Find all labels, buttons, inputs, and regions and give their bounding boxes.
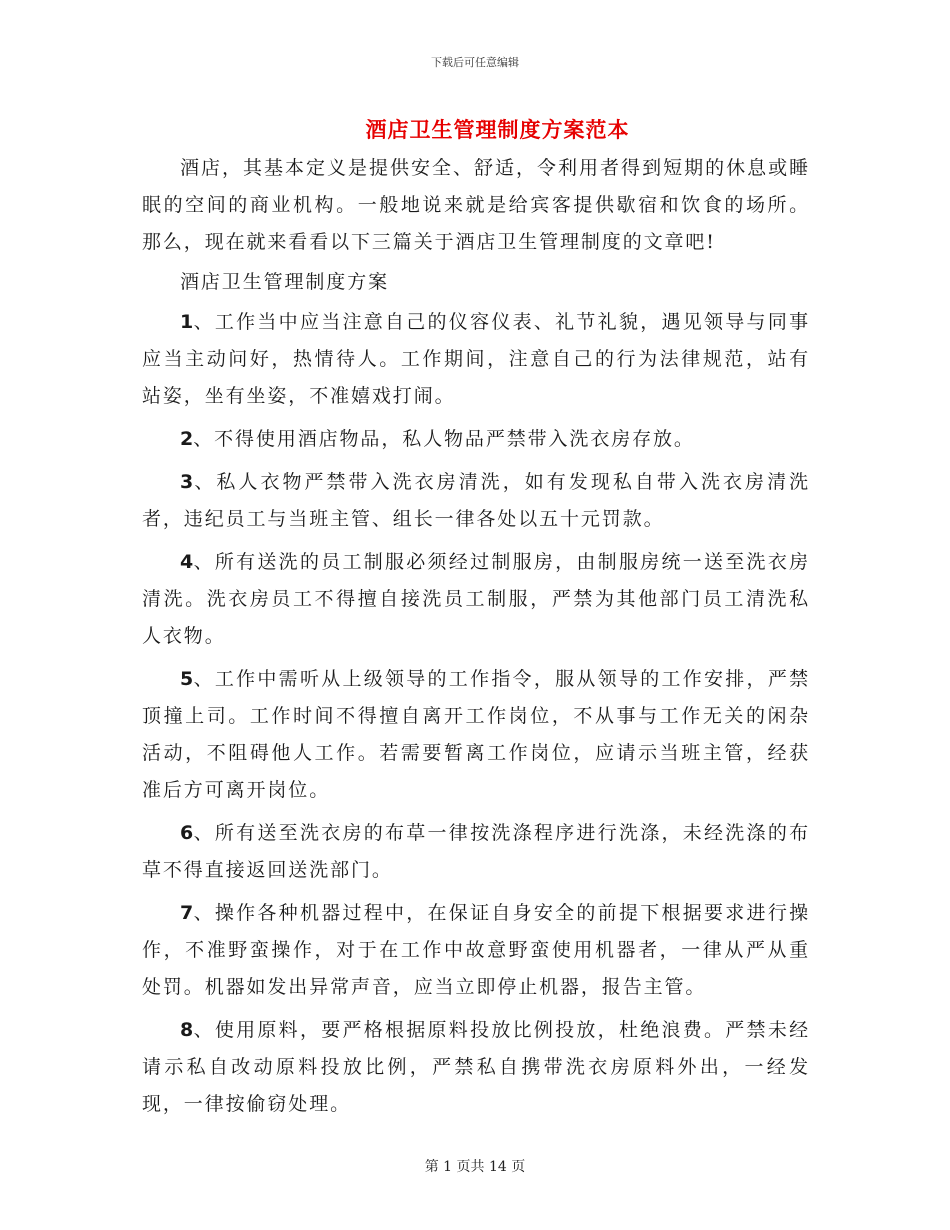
rule-item xyxy=(142,464,810,538)
rule-item xyxy=(142,661,810,809)
rule-number: 7 xyxy=(180,902,194,924)
rule-number: 4 xyxy=(180,551,194,573)
rule-text: 、工作当中应当注意自己的仪容仪表、礼节礼貌，遇见领导与同事应当主动问好，热情待人。工作期间，注意自己的行为法律规范，站有站姿，坐有坐姿，不准嬉戏打闹。 xyxy=(142,311,810,407)
rule-text: 、不得使用酒店物品，私人物品严禁带入洗衣房存放。 xyxy=(193,428,695,450)
rule-number: 6 xyxy=(180,822,194,844)
rule-number: 3 xyxy=(180,471,194,493)
rule-number: 1 xyxy=(180,311,194,333)
rule-item xyxy=(142,895,810,1006)
rule-text: 、操作各种机器过程中，在保证自身安全的前提下根据要求进行操作，不准野蛮操作，对于在工作中故意野蛮使用机器者，一律从严从重处罚。机器如发出异常声音，应当立即停止机器，报告主管。 xyxy=(142,902,810,998)
rule-item xyxy=(142,304,810,415)
rule-item xyxy=(142,421,810,458)
rule-item xyxy=(142,1012,810,1123)
rule-text: 、所有送至洗衣房的布草一律按洗涤程序进行洗涤，未经洗涤的布草不得直接返回送洗部门。 xyxy=(142,822,810,881)
rule-text: 、所有送洗的员工制服必须经过制服房，由制服房统一送至洗衣房清洗。洗衣房员工不得擅自接洗员工制服，严禁为其他部门员工清洗私人衣物。 xyxy=(142,551,810,647)
rule-item xyxy=(142,815,810,889)
rule-text: 、私人衣物严禁带入洗衣房清洗，如有发现私自带入洗衣房清洗者，违纪员工与当班主管、组长一律各处以五十元罚款。 xyxy=(142,471,810,530)
rule-number: 8 xyxy=(180,1019,194,1041)
intro-paragraph: 酒店，其基本定义是提供安全、舒适，令利用者得到短期的休息或睡眠的空间的商业机构。一般地说来就是给宾客提供歇宿和饮食的场所。那么，现在就来看看以下三篇关于酒店卫生管理制度的文章吧! xyxy=(142,157,810,253)
rule-text: 、使用原料，要严格根据原料投放比例投放，杜绝浪费。严禁未经请示私自改动原料投放比例，严禁私自携带洗衣房原料外出，一经发现，一律按偷窃处理。 xyxy=(142,1019,810,1115)
header-note: 下载后可任意编辑 xyxy=(431,56,519,69)
rule-item xyxy=(142,544,810,655)
page-footer: 第 1 页共 14 页 xyxy=(424,1159,526,1175)
section-subtitle: 酒店卫生管理制度方案 xyxy=(180,271,390,293)
document-body xyxy=(142,150,810,1129)
rule-text: 、工作中需听从上级领导的工作指令，服从领导的工作安排，严禁顶撞上司。工作时间不得擅自离开工作岗位，不从事与工作无关的闲杂活动，不阻碍他人工作。若需要暂离工作岗位，应请示当班主管，经获准后方可离开岗位。 xyxy=(142,668,810,801)
rule-number: 2 xyxy=(180,428,194,450)
rule-number: 5 xyxy=(180,668,194,690)
document-title: 酒店卫生管理制度方案范本 xyxy=(365,117,630,142)
